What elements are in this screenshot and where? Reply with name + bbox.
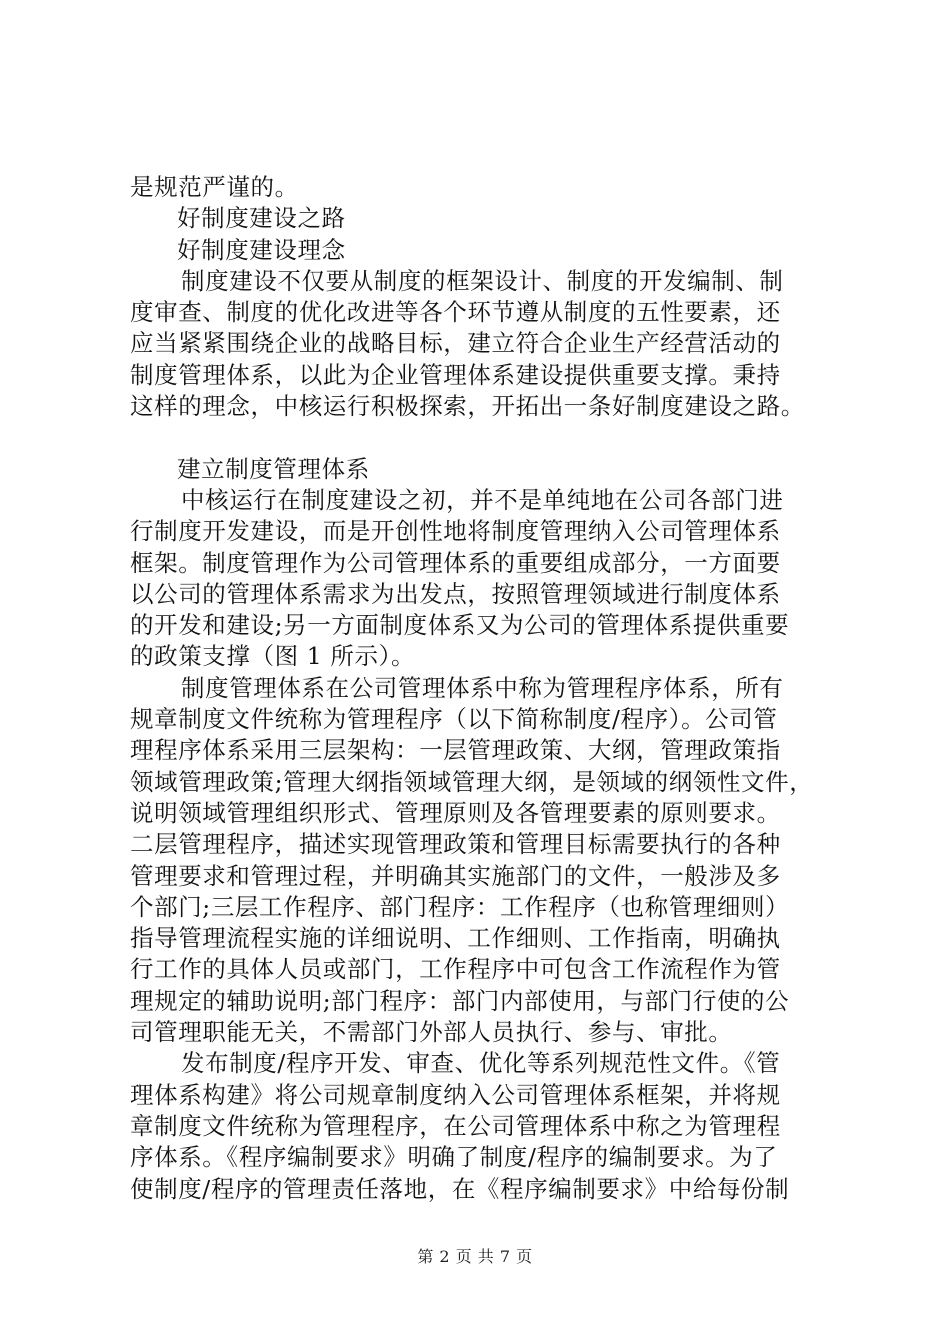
- text-line: 度审查、制度的优化改进等各个环节遵从制度的五性要素，还: [130, 298, 781, 327]
- text-line: 制度管理体系，以此为企业管理体系建设提供重要支撑。秉持: [130, 360, 781, 389]
- paragraph-first-line: 制度建设不仅要从制度的框架设计、制度的开发编制、制: [181, 266, 784, 295]
- text-line: 应当紧紧围绕企业的战略目标，建立符合企业生产经营活动的: [130, 329, 781, 358]
- text-line: 行制度开发建设，而是开创性地将制度管理纳入公司管理体系: [130, 517, 781, 546]
- text-line: 的政策支撑（图 1 所示）。: [130, 642, 416, 671]
- subsection-heading: 建立制度管理体系: [177, 454, 370, 483]
- text-line: 使制度/程序的管理责任落地，在《程序编制要求》中给每份制: [130, 1174, 790, 1203]
- subsection-heading: 好制度建设理念: [177, 235, 346, 264]
- text-line: 规章制度文件统称为管理程序（以下简称制度/程序）。公司管: [130, 705, 778, 734]
- paragraph-first-line: 发布制度/程序开发、审查、优化等系列规范性文件。《管: [181, 1049, 781, 1078]
- text-line: 个部门;三层工作程序、部门程序：工作程序（也称管理细则）: [130, 892, 790, 921]
- text-line: 理规定的辅助说明;部门程序：部门内部使用，与部门行使的公: [130, 986, 790, 1015]
- text-line: 这样的理念，中核运行积极探索，开拓出一条好制度建设之路。: [130, 392, 805, 421]
- text-line: 以公司的管理体系需求为出发点，按照管理领域进行制度体系: [130, 579, 781, 608]
- document-body: [130, 172, 830, 1205]
- text-line: 框架。制度管理作为公司管理体系的重要组成部分，一方面要: [130, 548, 781, 577]
- section-heading: 好制度建设之路: [177, 204, 346, 233]
- text-line: 指导管理流程实施的详细说明、工作细则、工作指南，明确执: [130, 924, 781, 953]
- text-line: 领域管理政策;管理大纲指领域管理大纲，是领域的纲领性文件，: [130, 767, 814, 796]
- text-line: 二层管理程序，描述实现管理政策和管理目标需要执行的各种: [130, 830, 781, 859]
- text-line: 管理要求和管理过程，并明确其实施部门的文件，一般涉及多: [130, 861, 781, 890]
- blank-line: [130, 422, 830, 453]
- text-line: 司管理职能无关，不需部门外部人员执行、参与、审批。: [130, 1018, 733, 1047]
- page-footer: 第 2 页 共 7 页: [417, 1247, 533, 1266]
- text-line: 是规范严谨的。: [130, 173, 299, 201]
- text-line: 理体系构建》将公司规章制度纳入公司管理体系框架，并将规: [130, 1080, 781, 1109]
- text-line: 章制度文件统称为管理程序，在公司管理体系中称之为管理程: [130, 1111, 781, 1140]
- text-line: 理程序体系采用三层架构：一层管理政策、大纲，管理政策指: [130, 736, 781, 765]
- text-line: 行工作的具体人员或部门，工作程序中可包含工作流程作为管: [130, 955, 781, 984]
- text-line: 的开发和建设;另一方面制度体系又为公司的管理体系提供重要: [130, 611, 790, 640]
- text-line: 说明领域管理组织形式、管理原则及各管理要素的原则要求。: [130, 798, 781, 827]
- paragraph-first-line: 中核运行在制度建设之初，并不是单纯地在公司各部门进: [181, 485, 784, 514]
- paragraph-first-line: 制度管理体系在公司管理体系中称为管理程序体系，所有: [181, 673, 784, 702]
- text-line: 序体系。《程序编制要求》明确了制度/程序的编制要求。为了: [130, 1143, 778, 1172]
